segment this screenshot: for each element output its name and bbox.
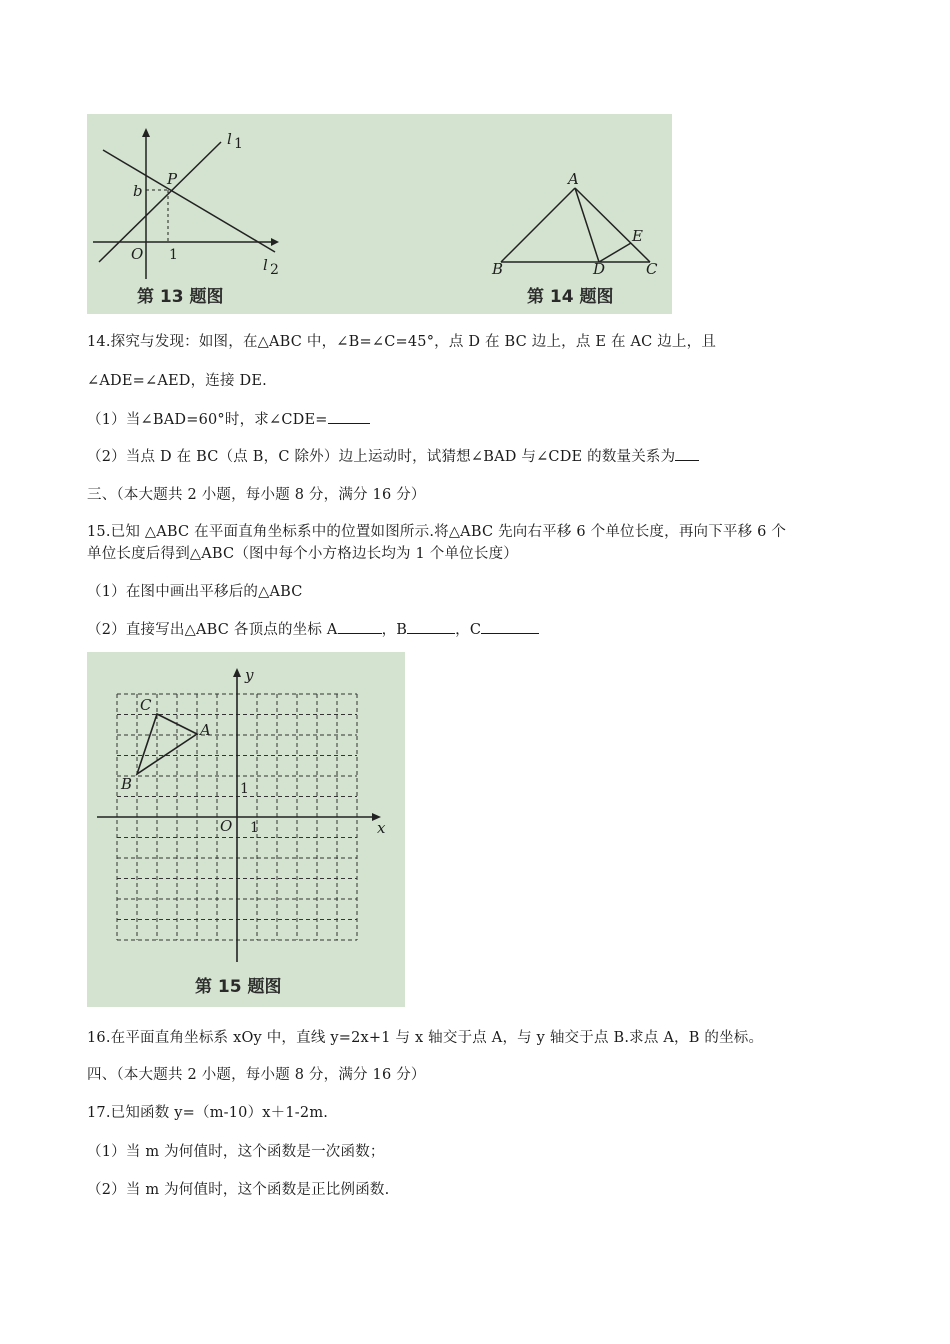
section-4-heading: 四、（本大题共 2 小题，每小题 8 分，满分 16 分） bbox=[87, 1067, 426, 1083]
answer-blank[interactable] bbox=[328, 409, 370, 424]
label-one: 1 bbox=[169, 247, 178, 263]
label-d: D bbox=[593, 260, 606, 278]
q17-part2: （2）当 m 为何值时，这个函数是正比例函数. bbox=[87, 1182, 390, 1198]
q14-part1-text: （1）当∠BAD=60°时，求∠CDE= bbox=[87, 412, 328, 428]
answer-blank-a[interactable] bbox=[338, 619, 382, 634]
figure-13-14-panel bbox=[87, 114, 672, 314]
x-axis-arrow bbox=[271, 238, 279, 246]
label-b: B bbox=[121, 775, 133, 793]
label-x: x bbox=[377, 819, 386, 837]
label-o: O bbox=[220, 817, 233, 835]
figure-13-14-svg bbox=[87, 114, 672, 314]
y-axis-arrow bbox=[233, 668, 241, 677]
label-p: P bbox=[167, 170, 178, 188]
answer-blank-c[interactable] bbox=[481, 619, 539, 634]
q17-part1: （1）当 m 为何值时，这个函数是一次函数； bbox=[87, 1144, 385, 1160]
q14-part2 bbox=[87, 445, 699, 466]
q14-part2-text: （2）当点 D 在 BC（点 B，C 除外）边上运动时，试猜想∠BAD 与∠CDE 的数量关系为 bbox=[87, 449, 676, 465]
label-l2-sub: 2 bbox=[270, 262, 279, 278]
caption-13: 第 13 题图 bbox=[137, 287, 224, 307]
q15-part2-prefix: （2）直接写出△ABC 各顶点的坐标 A bbox=[87, 622, 338, 638]
q15-part2-b: ，B bbox=[381, 622, 408, 638]
q15-part2 bbox=[87, 618, 539, 639]
q15-part1: （1）在图中画出平移后的△ABC bbox=[87, 584, 303, 600]
q14-line1: 14.探究与发现：如图，在△ABC 中，∠B=∠C=45°，点 D 在 BC 边上，点 E 在 AC 边上，且 bbox=[87, 334, 717, 350]
q17-line1: 17.已知函数 y=（m-10）x＋1-2m. bbox=[87, 1105, 329, 1121]
figure-13 bbox=[93, 128, 279, 307]
caption-15: 第 15 题图 bbox=[195, 977, 282, 997]
q14-part1 bbox=[87, 408, 370, 429]
figure-15-panel bbox=[87, 652, 405, 1007]
q14-line2: ∠ADE=∠AED，连接 DE. bbox=[87, 373, 267, 389]
section-3-heading: 三、（本大题共 2 小题，每小题 8 分，满分 16 分） bbox=[87, 487, 426, 503]
q15-line2: 单位长度后得到△ABC（图中每个小方格边长均为 1 个单位长度） bbox=[87, 546, 518, 562]
label-b: b bbox=[133, 182, 143, 200]
line-l2 bbox=[103, 150, 275, 252]
label-one-y: 1 bbox=[240, 781, 249, 797]
line-l1 bbox=[99, 142, 221, 262]
q16-line1: 16.在平面直角坐标系 xOy 中，直线 y=2x+1 与 x 轴交于点 A，与 y 轴交于点 B.求点 A，B 的坐标。 bbox=[87, 1030, 764, 1046]
label-e: E bbox=[632, 227, 643, 245]
answer-blank[interactable] bbox=[675, 446, 699, 461]
y-axis-arrow bbox=[142, 128, 150, 137]
q15-part2-c: ，C bbox=[455, 622, 482, 638]
label-o: O bbox=[131, 245, 144, 263]
label-l1-sub: 1 bbox=[234, 136, 243, 152]
label-l1: l bbox=[227, 130, 232, 148]
label-a: A bbox=[568, 170, 579, 188]
label-y: y bbox=[245, 666, 254, 684]
label-c: C bbox=[140, 696, 152, 714]
segment-ab bbox=[501, 188, 575, 262]
label-l2: l bbox=[263, 256, 268, 274]
label-b: B bbox=[492, 260, 504, 278]
triangle-abc bbox=[137, 714, 197, 774]
label-c: C bbox=[646, 260, 658, 278]
label-a: A bbox=[200, 721, 211, 739]
figure-15-svg bbox=[87, 652, 405, 1007]
answer-blank-b[interactable] bbox=[407, 619, 455, 634]
q15-line1: 15.已知 △ABC 在平面直角坐标系中的位置如图所示.将△ABC 先向右平移 6 个单位长度，再向下平移 6 个 bbox=[87, 524, 787, 540]
figure-14 bbox=[491, 170, 658, 307]
caption-14: 第 14 题图 bbox=[527, 287, 614, 307]
label-one-x: 1 bbox=[250, 820, 259, 836]
